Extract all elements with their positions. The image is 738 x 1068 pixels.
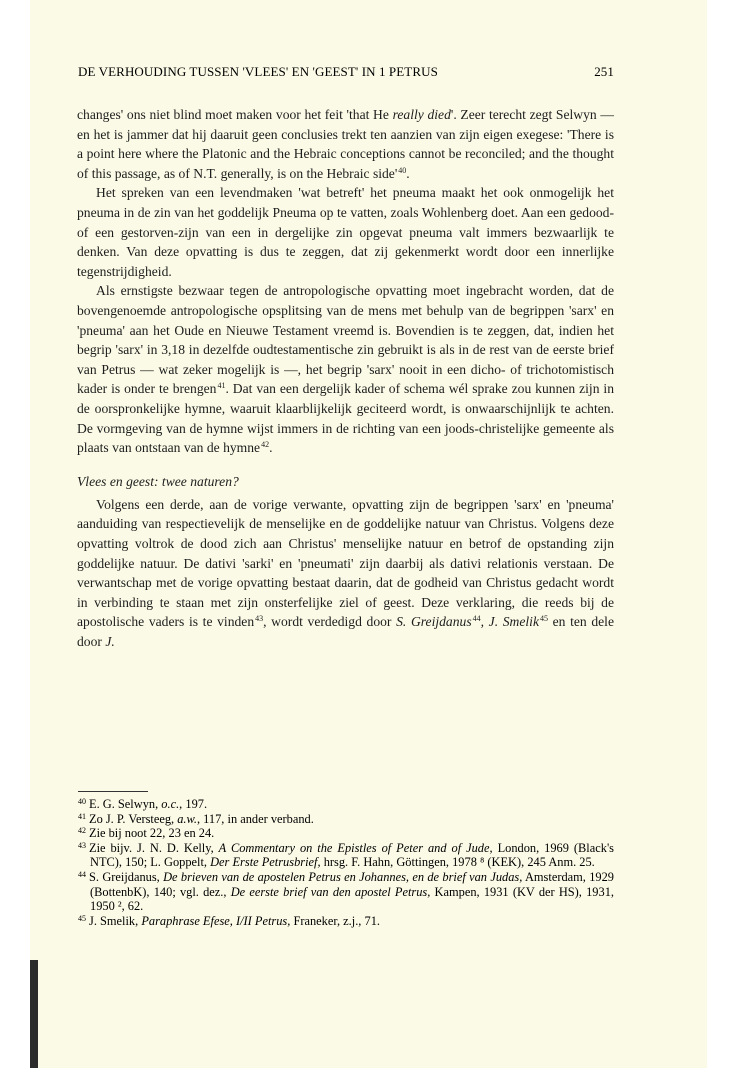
running-title: DE VERHOUDING TUSSEN 'VLEES' EN 'GEEST' IN 1 PETRUS [78,64,438,79]
footnote-text: De brieven van de apostelen Petrus en Johannes, en de brief van Judas, [163,869,523,884]
footnote-text: E. G. Selwyn, [89,797,162,811]
p3-text-b: . Dat van een dergelijk kader of schema wél sprake zou kunnen zijn in de oorspronkelijke hymne, waaruit klaarblijkelijk geciteerd wordt, is onwaarschijnlijk te achten. De vormgeving van de hymne wijst immers in de richting van een joods-christelijke gemeente als plaats van ontstaan van de hymne [77,381,614,456]
footnote-43 [78,841,614,870]
p4-text-b: , wordt verdedigd door [263,614,397,630]
p1-text-a: changes' ons niet blind moet maken voor het feit 'that He [77,107,393,122]
p4-author-smelik: J. Smelik [488,614,539,630]
footnote-ref-44[interactable]: 44 [472,614,481,624]
p4-author-greijdanus: S. Greijdanus [396,614,472,630]
p1-emphasis: really died [392,107,451,122]
footnote-text: , 117, in ander verband. [196,811,314,826]
footnote-number: 45 [78,913,86,923]
p4-text-a: Volgens een derde, aan de vorige verwante, opvatting zijn de begrippen 'sarx' en 'pneuma' aanduiding van respectievelijk de menselijke en de goddelijke natuur van Christus. Volgens deze opvatting voltrok de dood zich aan Christus' menselijke natuur en betrof de opstanding zijn goddelijke natuur. De dativi 'sarki' en 'pneumati' zijn daarbij als dativi relationis verstaan. De verwantschap met de vorige opvatting bestaat daarin, dat de godheid van Christus gedacht wordt in verbinding te staan met zijn onsterfelijke ziel of geest. Deze verklaring, die reeds bij de apostolische vaders is te vinden [77,496,614,630]
footnote-number: 41 [78,811,86,821]
footnote-text: Kampen, 1931 (KV der HS), 1931, 1950 ², 62. [90,884,614,914]
binding-edge [30,960,38,1068]
footnote-ref-43[interactable]: 43 [255,614,264,624]
footnote-number: 40 [78,797,86,806]
footnote-42 [78,826,614,841]
footnote-text: Amsterdam, 1929 (BottenbK), 140; vgl. dez., [90,869,614,899]
footnote-number: 44 [78,869,86,879]
footnote-text: London, 1969 (Black's NTC), 150; L. Goppelt, [90,840,614,870]
footnote-44 [78,870,614,914]
page-number: 251 [594,64,614,79]
body-text [77,105,614,652]
p3-text-a: Als ernstigste bezwaar tegen de antropologische opvatting moet ingebracht worden, dat de bovengenoemde antropologische opsplitsing van de mens met behulp van de begrippen 'sarx' en 'pneuma' aan het Oude en Nieuwe Testament vreemd is. Bovendien is te zeggen, dat, indien het begrip 'sarx' in 3,18 in dezelfde oudtestamentische zin gebruikt is als in de rest van de eerste brief van Petrus — wat zeker mogelijk is —, het begrip 'sarx' nooit in een dicho- of trichotomistisch kader is onder te brengen [77,283,614,397]
footnote-40 [78,797,614,812]
paragraph-1 [77,105,614,183]
footnote-text: Der Erste Petrusbrief, [210,855,321,870]
footnote-text: De eerste brief van den apostel Petrus, [230,884,431,899]
footnote-45 [78,914,614,929]
footnote-text: Zie bij noot 22, 23 en 24. [89,826,215,841]
footnote-text: S. Greijdanus, [89,869,164,884]
footnote-text: Paraphrase Efese, I/II Petrus, [141,913,291,928]
footnote-text: , 197. [179,797,208,811]
footnote-ref-45[interactable]: 45 [539,614,548,624]
footnote-text: J. Smelik, [89,913,142,928]
footnote-text: hrsg. F. Hahn, Göttingen, 1978 ⁸ (KEK), 245 Anm. 25. [320,855,595,870]
paragraph-3 [77,281,614,457]
footnote-ref-40[interactable]: 40 [398,165,407,175]
footnote-text: A Commentary on the Epistles of Peter and of Jude, [218,840,493,855]
footnote-text: Zo J. P. Versteeg, [89,811,178,826]
footnote-ref-42[interactable]: 42 [261,440,270,450]
footnotes [78,797,614,928]
footnote-separator [78,791,148,792]
footnote-number: 42 [78,826,86,836]
p4-comma: , [480,614,489,630]
p1-text-c: '. Zeer terecht zegt Selwyn — en het is jammer dat hij daaruit geen conclusies trekt ten aanzien van zijn eigen exegese: 'There is a point here where the Platonic and the Hebraic conceptions cannot be reconciled; and the thought of this passage, as of N.T. generally, is on the Hebraic side' [77,107,614,181]
section-heading: Vlees en geest: twee naturen? [77,474,239,490]
footnote-text: a.w. [177,811,197,826]
p1-text-d: . [406,165,410,181]
footnote-41 [78,812,614,827]
footnote-text: o.c. [161,797,180,811]
p4-author-j: J. [105,634,115,650]
footnote-ref-41[interactable]: 41 [217,381,226,391]
p3-text-c: . [269,440,273,456]
paragraph-2: Het spreken van een levendmaken 'wat betreft' het pneuma maakt het ook onmogelijk het pneuma in de zin van het goddelijk Pneuma op te vatten, zoals Wohlenberg doet. Aan een gedood- of een gestorven-zijn van een in dergelijke zin opgevat pneuma valt immers bezwaarlijk te denken. Van deze opvatting is dus te zeggen, dat zij gekenmerkt wordt door een innerlijke tegenstrijdigheid. [77,185,614,279]
p4-text-d: en ten dele door [77,614,614,650]
footnote-text: Franeker, z.j., 71. [290,913,380,928]
footnote-number: 43 [78,840,86,850]
footnote-text: Zie bijv. J. N. D. Kelly, [89,840,219,855]
paragraph-4 [77,495,614,652]
